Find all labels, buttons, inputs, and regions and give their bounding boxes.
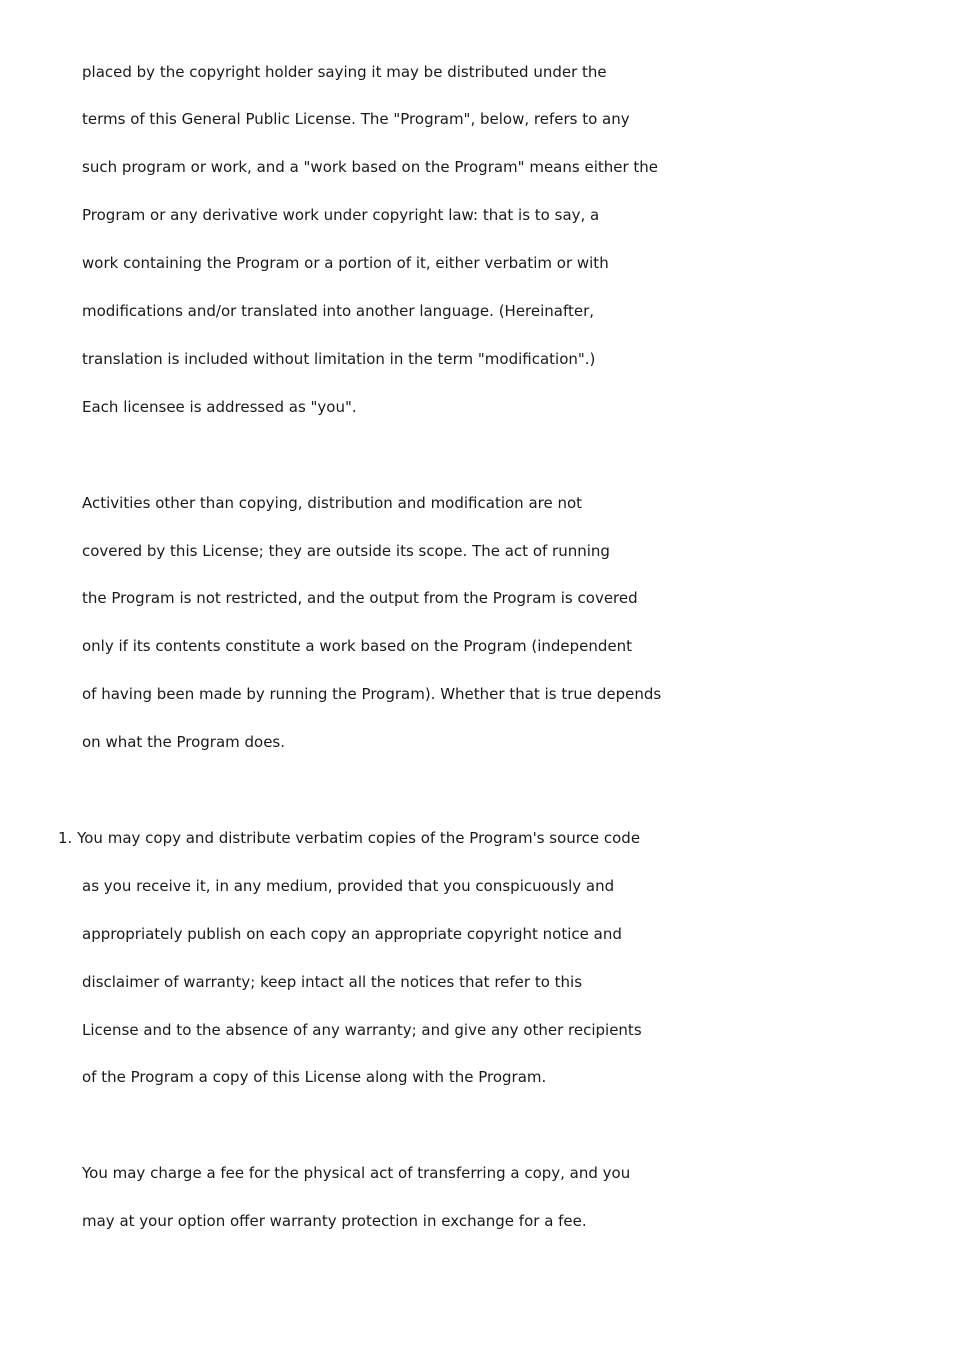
section-1-heading-line: 1. You may copy and distribute verbatim copies of the Program's source code	[58, 829, 641, 847]
text-line: of having been made by running the Program). Whether that is true depends	[82, 685, 662, 703]
text-line: terms of this General Public License. The "Program", below, refers to any	[82, 110, 630, 128]
text-line: Each licensee is addressed as "you".	[82, 398, 357, 416]
text-line: work containing the Program or a portion of it, either verbatim or with	[82, 254, 609, 272]
text-line: covered by this License; they are outside its scope. The act of running	[82, 542, 610, 560]
text-line: You may charge a fee for the physical act of transferring a copy, and you	[82, 1164, 631, 1182]
text-line: the Program is not restricted, and the output from the Program is covered	[82, 589, 638, 607]
text-line: translation is included without limitation in the term "modification".)	[82, 350, 596, 368]
text-line: modifications and/or translated into another language. (Hereinafter,	[82, 302, 595, 320]
text-line: only if its contents constitute a work based on the Program (independent	[82, 637, 633, 655]
text-line: placed by the copyright holder saying it may be distributed under the	[82, 63, 607, 81]
text-line: appropriately publish on each copy an appropriate copyright notice and	[82, 925, 622, 943]
text-line: on what the Program does.	[82, 733, 286, 751]
text-line: License and to the absence of any warranty; and give any other recipients	[82, 1021, 642, 1039]
text-line: disclaimer of warranty; keep intact all the notices that refer to this	[82, 973, 583, 991]
text-line: of the Program a copy of this License along with the Program.	[82, 1068, 547, 1086]
text-line: Activities other than copying, distribution and modification are not	[82, 494, 583, 512]
text-line: Program or any derivative work under copyright law: that is to say, a	[82, 206, 600, 224]
text-line: such program or work, and a "work based on the Program" means either the	[82, 158, 659, 176]
text-line: as you receive it, in any medium, provided that you conspicuously and	[82, 877, 615, 895]
text-line: may at your option offer warranty protection in exchange for a fee.	[82, 1212, 587, 1230]
